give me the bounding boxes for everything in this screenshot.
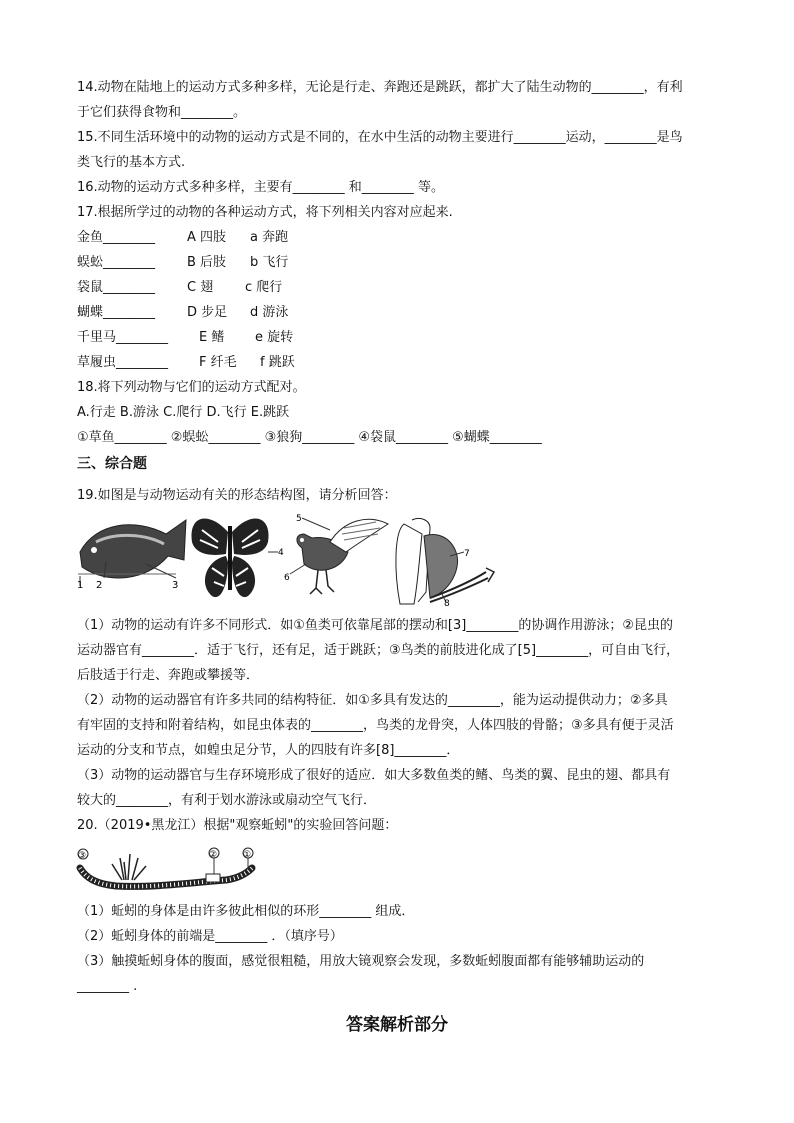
q15-line2: 类飞行的基本方式. — [77, 155, 186, 170]
q16-line: 16.动物的运动方式多种多样，主要有________ 和________ 等。 — [77, 180, 444, 195]
bird-illustration — [284, 514, 388, 594]
q19-p1-line1: （1）动物的运动有许多不同形式．如①鱼类可依靠尾部的摆动和[3]________的协调作用游泳；②昆虫的 — [77, 618, 673, 633]
q19-p1-line3: 后肢适于行走、奔跑或攀援等． — [77, 668, 260, 683]
q14-line2: 于它们获得食物和________。 — [77, 105, 247, 120]
q17-mode: f 跳跃 — [260, 355, 295, 370]
q18-intro: 18.将下列动物与它们的运动方式配对。 — [77, 380, 306, 395]
q17-mode: e 旋转 — [255, 330, 294, 345]
q19-p2-line2: 有牢固的支持和附着结构，如昆虫体表的________，鸟类的龙骨突，人体四肢的骨骼；③多具有便于灵活 — [77, 718, 674, 733]
q17-organ: D 步足 — [187, 305, 228, 320]
q17-mode: a 奔跑 — [250, 230, 289, 245]
q17-animal: 蜈蚣________ — [77, 255, 156, 270]
q20-figure — [76, 844, 266, 894]
q20-p3-line2: ________ . — [77, 979, 138, 994]
q17-organ: E 鳍 — [199, 330, 225, 345]
q18-options: A.行走 B.游泳 C.爬行 D.飞行 E.跳跃 — [77, 405, 290, 420]
q20-intro: 20.（2019•黑龙江）根据"观察蚯蚓"的实验回答问题： — [77, 818, 398, 833]
q18-items: ①草鱼________ ②蜈蚣________ ③狼狗________ ④袋鼠________ ⑤蝴蝶________ — [77, 430, 542, 445]
q20-p1: （1）蚯蚓的身体是由许多彼此相似的环形________ 组成． — [77, 904, 415, 919]
q14-line1: 14.动物在陆地上的运动方式多种多样，无论是行走、奔跑还是跳跃，都扩大了陆生动物的________，有利 — [77, 80, 683, 95]
q17-organ: A 四肢 — [187, 230, 227, 245]
arm-label-7: 7 — [464, 549, 470, 559]
fish-illustration — [77, 520, 186, 591]
q17-organ: C 翅 — [187, 280, 214, 295]
q19-p3-line1: （3）动物的运动器官与生存环境形成了很好的适应．如大多数鱼类的鳍、鸟类的翼、昆虫的翅、都具有 — [77, 768, 671, 783]
bird-label-6: 6 — [284, 573, 290, 583]
q17-animal: 金鱼________ — [77, 230, 156, 245]
section-heading: 三、综合题 — [77, 456, 147, 472]
q19-p2-line1: （2）动物的运动器官有许多共同的结构特征．如①多具有发达的________，能为运动提供动力；②多具 — [77, 693, 668, 708]
q17-animal: 千里马________ — [77, 330, 169, 345]
worm-mark-2: ② — [209, 850, 218, 860]
q17-mode: c 爬行 — [245, 280, 283, 295]
answers-heading: 答案解析部分 — [346, 1015, 448, 1035]
butterfly-illustration — [191, 519, 284, 598]
arm-label-8: 8 — [444, 599, 450, 607]
q19-p1-line2: 运动器官有________．适于飞行，还有足，适于跳跃；③鸟类的前肢进化成了[5]________，可自由飞行， — [77, 643, 680, 658]
q19-figure-drawing — [76, 512, 496, 607]
q17-organ: B 后肢 — [187, 255, 227, 270]
q17-animal: 袋鼠________ — [77, 280, 156, 295]
q17-mode: b 飞行 — [250, 255, 289, 270]
q17-intro: 17.根据所学过的动物的各种运动方式，将下列相关内容对应起来. — [77, 205, 453, 220]
fish-label-1: 1 — [77, 580, 84, 591]
q20-p2: （2）蚯蚓身体的前端是________ ．（填序号） — [77, 929, 343, 944]
q15-line1: 15.不同生活环境中的动物的运动方式是不同的，在水中生活的动物主要进行________运动，________是鸟 — [77, 130, 683, 145]
q17-mode: d 游泳 — [250, 305, 289, 320]
q17-animal: 草履虫________ — [77, 355, 169, 370]
q19-figure — [76, 512, 496, 607]
worm-mark-3: ③ — [78, 851, 87, 861]
q19-p3-line2: 较大的________，有利于划水游泳或扇动空气飞行． — [77, 793, 377, 808]
q20-p3-line1: （3）触摸蚯蚓身体的腹面，感觉很粗糙，用放大镜观察会发现，多数蚯蚓腹面都有能够辅助运动的 — [77, 954, 645, 969]
worm-mark-1: ① — [243, 850, 252, 860]
earthworm-illustration — [76, 844, 266, 894]
butterfly-label-4: 4 — [278, 548, 284, 558]
fish-label-3: 3 — [172, 580, 179, 591]
arm-illustration — [396, 518, 494, 607]
q17-animal: 蝴蝶________ — [77, 305, 156, 320]
q19-p2-line3: 运动的分支和节点，如蝗虫足分节，人的四肢有许多[8]________． — [77, 743, 460, 758]
bird-label-5: 5 — [296, 514, 302, 524]
q19-intro: 19.如图是与动物运动有关的形态结构图，请分析回答： — [77, 488, 397, 503]
fish-label-2: 2 — [96, 580, 103, 591]
q17-organ: F 纤毛 — [199, 355, 237, 370]
